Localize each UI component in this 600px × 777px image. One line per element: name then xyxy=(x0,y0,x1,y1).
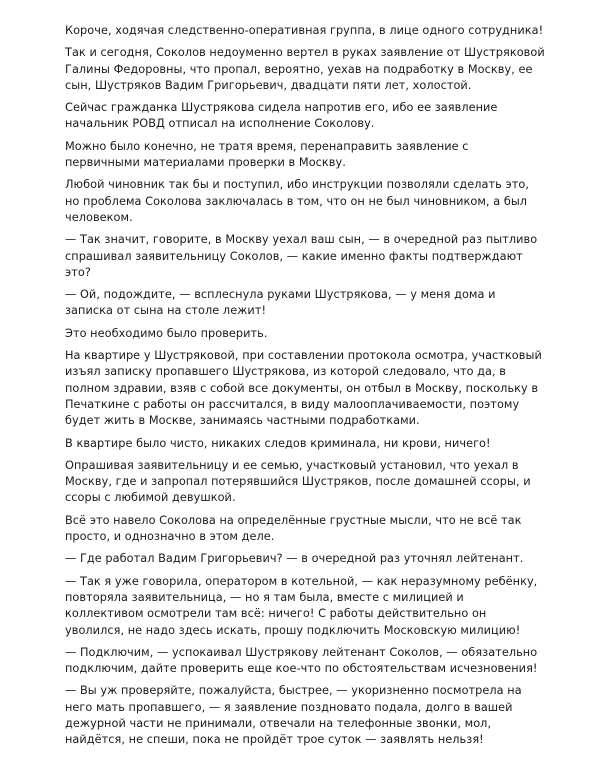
paragraph: Любой чиновник так бы и поступил, ибо инструкции позволяли сделать это, но проблема Соколова заключалась в том, что он не был чиновником, а был человеком. xyxy=(65,178,529,224)
document-page xyxy=(65,23,545,755)
paragraph: — Так я уже говорила, оператором в котельной, — как неразумному ребёнку, повторяла заявительница, — но я там была, вместе с милицией и коллективом осмотрели там всё: ничего! С работы действительно он уволился, не надо здесь искать, прошу подключить Московскую милицию! xyxy=(65,574,538,637)
paragraph: Это необходимо было проверить. xyxy=(65,326,268,340)
paragraph: Опрашивая заявительницу и ее семью, участковый установил, что уехал в Москву, где и запропал потерявшийся Шустряков, после домашней ссоры, и ссоры с любимой девушкой. xyxy=(65,458,531,505)
paragraph: — Так значит, говорите, в Москву уехал ваш сын, — в очередной раз пытливо спрашивал заявительницу Соколов, — какие именно факты подтверждают это? xyxy=(65,233,538,279)
paragraph: На квартире у Шустряковой, при составлении протокола осмотра, участковый изъял записку пропавшего Шустрякова, из которой следовало, что да, в полном здравии, взяв с собой все документы, он отбыл в Москву, поскольку в Печаткине с работы он рассчитался, в виду малооплачиваемости, поэтому будет жить в Москве, занимаясь частными подработками. xyxy=(65,349,542,428)
paragraph: Короче, ходячая следственно-оперативная группа, в лице одного сотрудника! xyxy=(65,24,544,37)
paragraph: Сейчас гражданка Шустрякова сидела напротив его, ибо ее заявление начальник РОВД отписал на исполнение Соколову. xyxy=(65,101,498,131)
paragraph: Можно было конечно, не тратя время, перенаправить заявление с первичными материалами проверки в Москву. xyxy=(65,139,469,170)
paragraph: В квартире было чисто, никаких следов криминала, ни крови, ничего! xyxy=(65,436,491,450)
paragraph: — Где работал Вадим Григорьевич? — в очередной раз уточнял лейтенант. xyxy=(65,552,524,566)
paragraph: Так и сегодня, Соколов недоуменно вертел в руках заявление от Шустряковой Галины Федоровны, что пропал, вероятно, уехав на подработку в Москву, ее сын, Шустряков Вадим Григорьевич, двадцати пяти лет, холостой. xyxy=(65,46,545,92)
paragraph: — Подключим, — успокаивал Шустрякову лейтенант Соколов, — обязательно подключим, дайте проверить еще кое-что по обстоятельствам исчезновения! xyxy=(65,645,538,676)
paragraph: Всё это навело Соколова на определённые грустные мысли, что не всё так просто, и однозначно в этом деле. xyxy=(65,513,522,544)
paragraph: — Вы уж проверяйте, пожалуйста, быстрее, — укоризненно посмотрела на него мать пропавшего, — я заявление поздновато подала, долго в вашей дежурной части не принимали, отвечали на телефонные звонки, мол, найдётся, не спеши, пока не пройдёт трое суток — заявлять нельзя! xyxy=(65,684,522,747)
paragraph: — Ой, подождите, — всплеснула руками Шустрякова, — у меня дома и записка от сына на столе лежит! xyxy=(65,288,496,318)
